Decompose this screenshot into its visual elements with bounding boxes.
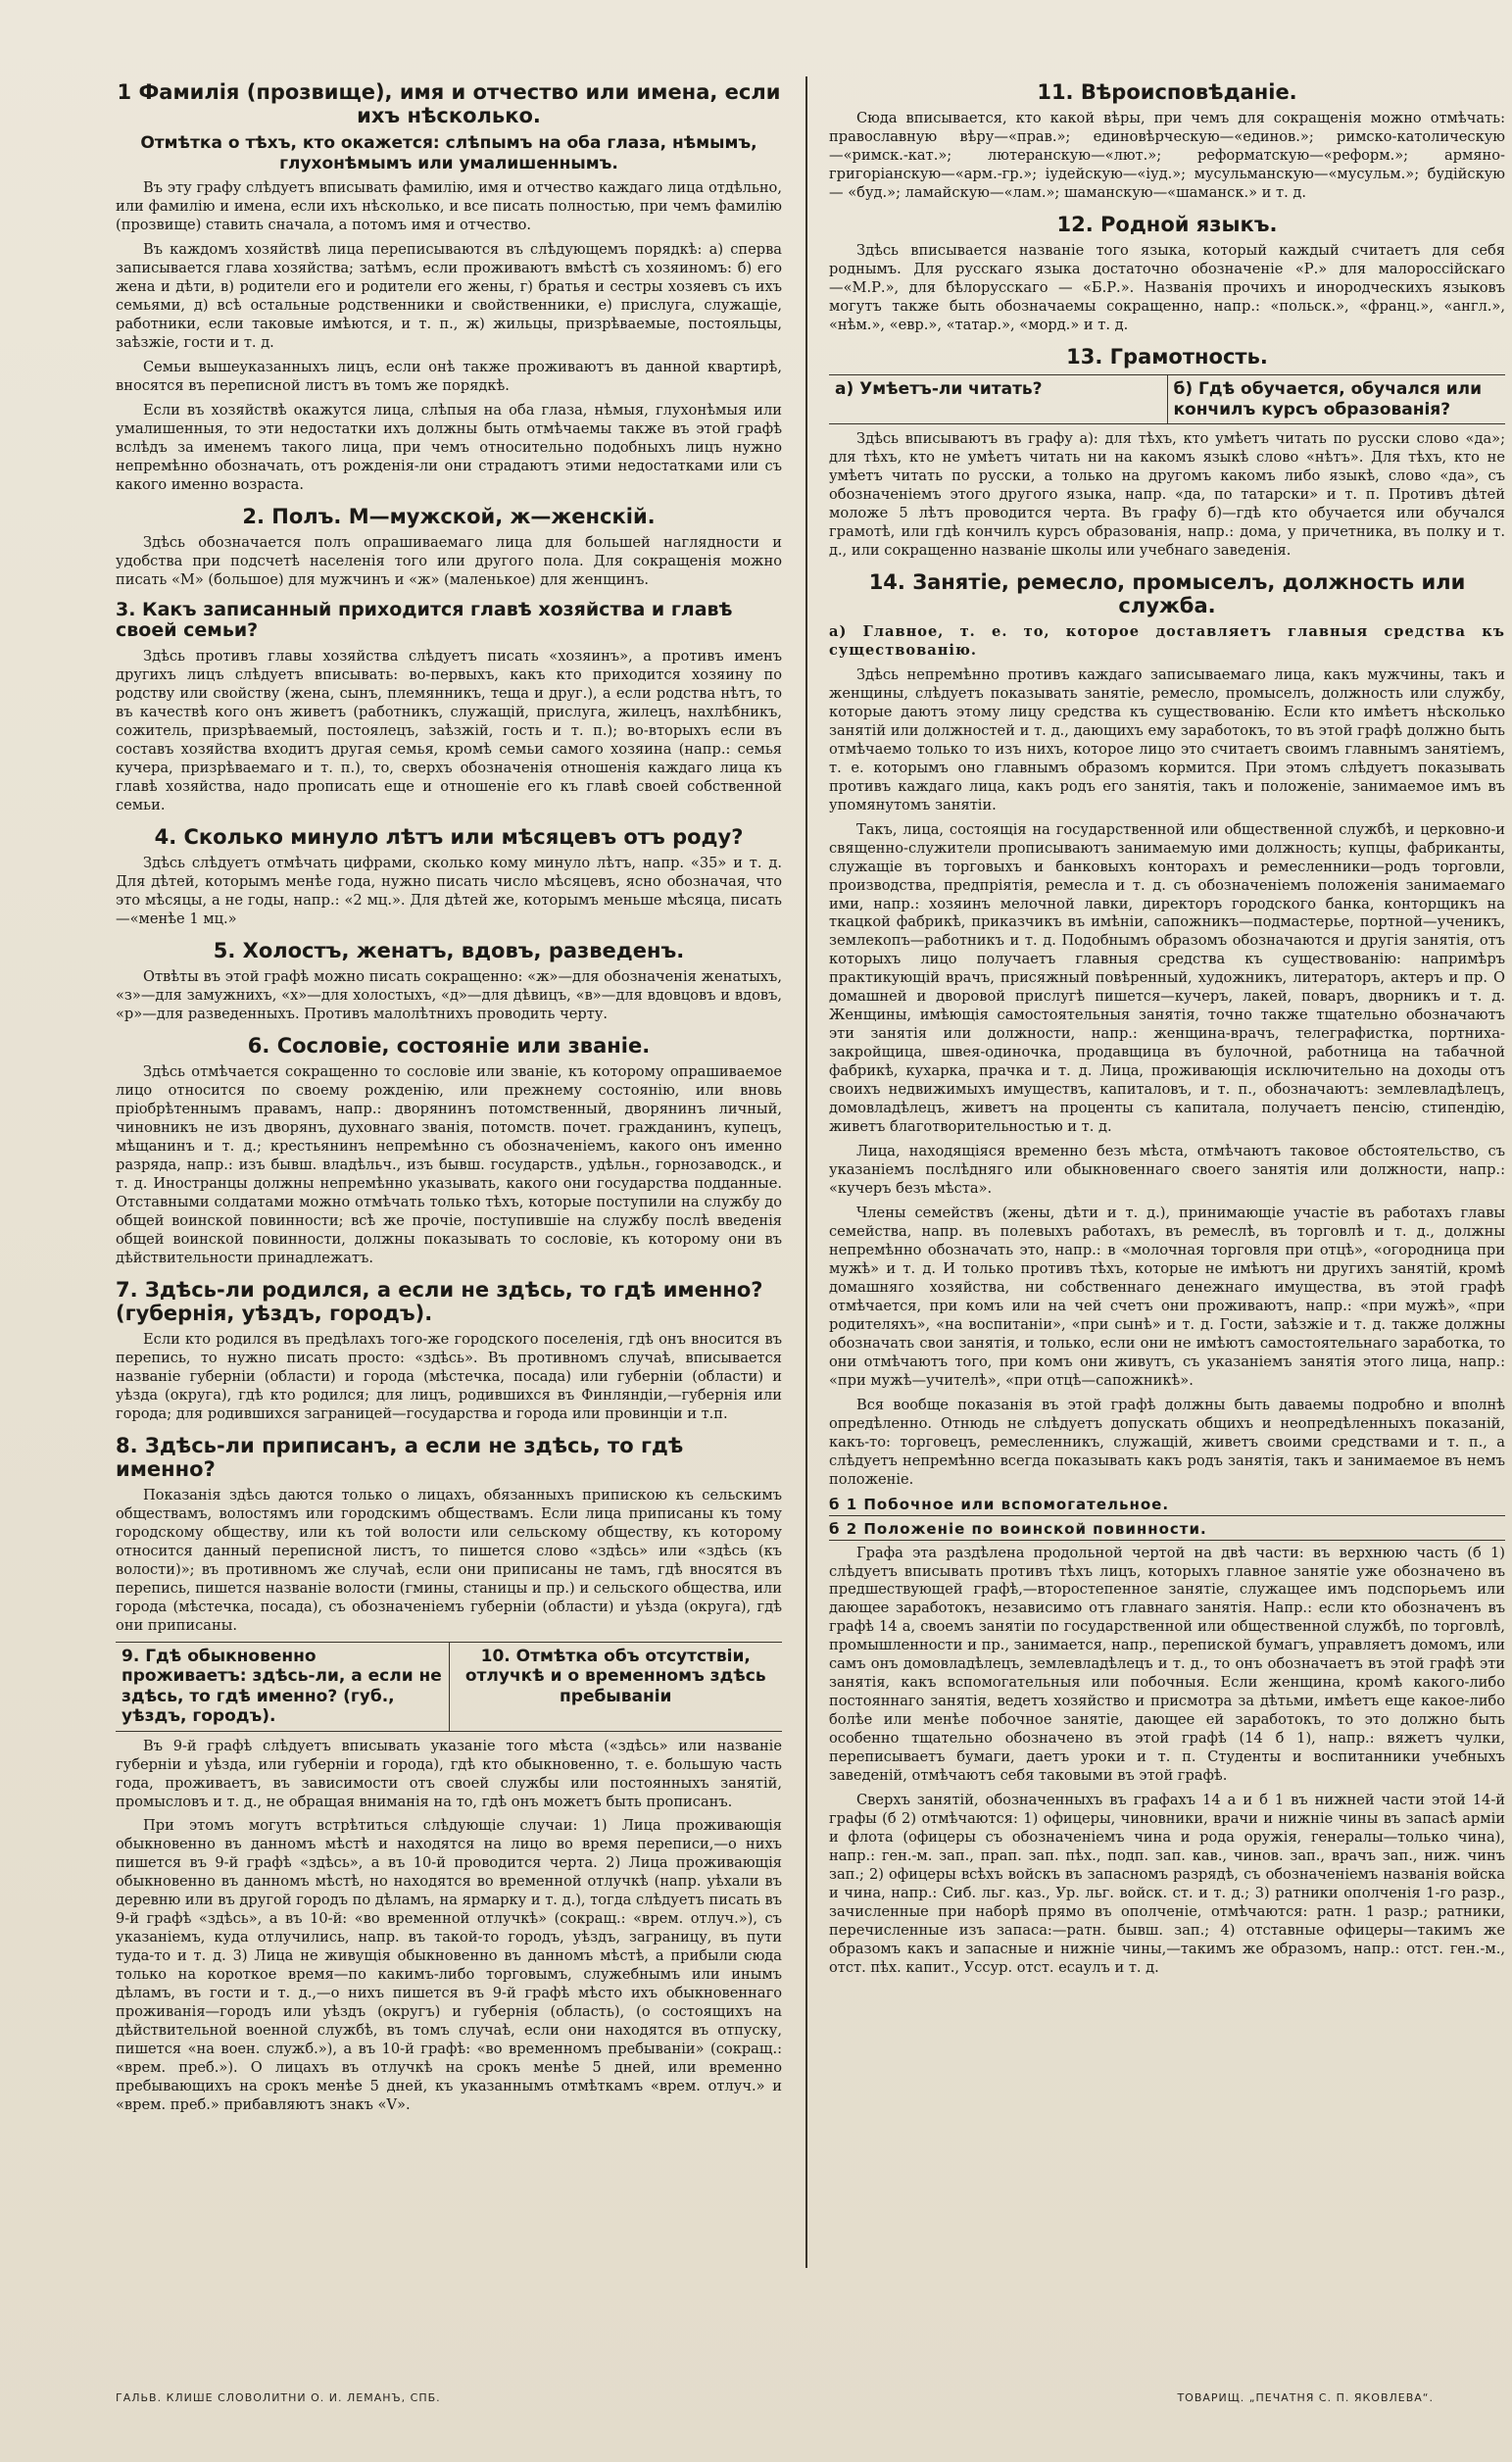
- section-14b2-heading: б 2 Положеніе по воинской повинности.: [829, 1520, 1505, 1541]
- section-9-10-header: [116, 1642, 782, 1732]
- section-12-heading: 12. Родной языкъ.: [1056, 212, 1278, 236]
- paragraph: Если кто родился въ предѣлахъ того-же городского поселенія, гдѣ онъ вносится въ перепись, то нужно писать просто: «здѣсь». Въ противномъ случаѣ, вписывается названіе губерніи (области) и города (мѣстечка, посада) или губерніи (области) и уѣзда (округа), гдѣ кто родился; для лицъ, родившихся въ Финляндіи,—губернія или города; для родившихся заграницей—государства и города или провинціи и т.п.: [116, 1331, 782, 1423]
- section-7-heading: 7. Здѣсь-ли родился, а если не здѣсь, то гдѣ именно? (губернія, уѣздъ, городъ).: [116, 1277, 763, 1326]
- printer-credit-left: ГАЛЬВ. КЛИШЕ СЛОВОЛИТНИ О. И. ЛЕМАНЪ, СПБ.: [116, 2391, 441, 2404]
- section-10-heading: 10. Отмѣтка объ отсутствіи, отлучкѣ и о временномъ здѣсь пребываніи: [449, 1643, 783, 1731]
- paragraph: Сверхъ занятій, обозначенныхъ въ графахъ 14 а и б 1 въ нижней части этой 14-й графы (б 2) отмѣчаются: 1) офицеры, чиновники, врачи и нижніе чины въ запасѣ арміи и флота (офицеры съ обозначеніемъ чина и рода оружія, генералы—только чина), напр.: ген.-м. зап., прап. зап. пѣх., подп. зап. кав., чинов. зап., врачъ зап., ниж. чинъ зап.; 2) офицеры всѣхъ войскъ въ запасномъ разрядѣ, съ обозначеніемъ названія войска и чина, напр.: Сиб. льг. каз., Ур. льг. войск. ст. и т. д.; 3) ратники ополченія 1-го разр., зачисленные при наборѣ прямо въ ополченіе, отмѣчаются: ратн. 1 разр.; ратники, перечисленные изъ запаса:—ратн. бывш. зап.; 4) отставные офицеры—такимъ же образомъ какъ и запасные и нижніе чины,—такимъ же образомъ, напр.: отст. ген.-м., отст. пѣх. капит., Уссур. отст. есаулъ и т. д.: [829, 1792, 1505, 1976]
- section-1-subheading: Отмѣтка о тѣхъ, кто окажется: слѣпымъ на оба глаза, нѣмымъ, глухонѣмымъ или умалишеннымъ.: [140, 133, 757, 173]
- section-9-heading: 9. Гдѣ обыкновенно проживаетъ: здѣсь-ли, а если не здѣсь, то гдѣ именно? (губ., уѣздъ, городъ).: [122, 1647, 442, 1727]
- section-14-heading: 14. Занятіе, ремесло, промыселъ, должность или служба.: [868, 569, 1466, 617]
- right-column: [829, 71, 1505, 2339]
- section-13-heading: 13. Грамотность.: [1066, 344, 1268, 369]
- paragraph: Здѣсь вписываютъ въ графу а): для тѣхъ, кто умѣетъ читать по русски слово «да»; для тѣхъ, кто не умѣетъ читать ни на какомъ языкѣ слово «нѣтъ». Для тѣхъ, кто не умѣетъ читать по русски, а только на другомъ какомъ либо языкѣ, слово «да», съ обозначеніемъ этого другого языка, напр. «да, по татарски» и т. п. Противъ дѣтей моложе 5 лѣтъ проводится черта. Въ графу б)—гдѣ кто обучается или обучался грамотѣ, или гдѣ кончилъ курсъ образованія, напр.: дома, у причетника, въ полку и т. д., или сокращенно названіе школы или учебнаго заведенія.: [829, 429, 1505, 559]
- paragraph: При этомъ могутъ встрѣтиться слѣдующіе случаи: 1) Лица проживающія обыкновенно въ данномъ мѣстѣ и находятся на лицо во время переписи,—о нихъ пишется въ 9-й графѣ «здѣсь», а въ 10-й проводится черта. 2) Лица проживающія обыкновенно въ данномъ мѣстѣ, но находятся во временной отлучкѣ (напр. уѣхали въ деревню или въ другой городъ по дѣламъ, на ярмарку и т. д.), тогда слѣдуетъ писать въ 9-й графѣ «здѣсь», а въ 10-й: «во временной отлучкѣ» (сокращ.: «врем. отлуч.»), съ указаніемъ, куда отлучились, напр. въ такой-то городъ, уѣздъ, заграницу, въ пути туда-то и т. д. 3) Лица не живущія обыкновенно въ данномъ мѣстѣ, а прибыли сюда только на короткое время—по какимъ-либо торговымъ, служебнымъ или инымъ дѣламъ, въ гости и т. д.,—о нихъ пишется въ 9-й графѣ мѣсто ихъ обыкновеннаго проживанія—городъ или уѣздъ (округъ) и губернія (область), (о состоящихъ на дѣйствительной военной службѣ, въ томъ случаѣ, если они находятся въ отпуску, пишется «на воен. служб.»), а въ 10-й графѣ: «во временномъ пребываніи» (сокращ.: «врем. преб.»). О лицахъ въ отлучкѣ на срокъ менѣе 5 дней, или временно пребывающихъ на срокъ менѣе 5 дней, къ указаннымъ отмѣткамъ «врем. отлуч.» и «врем. преб.» прибавляютъ знакъ «V».: [116, 1817, 782, 2113]
- section-13b-heading: б) Гдѣ обучается, обучался или кончилъ курсъ образованія?: [1167, 375, 1506, 423]
- paragraph: Въ эту графу слѣдуетъ вписывать фамилію, имя и отчество каждаго лица отдѣльно, или фамилію и имена, если ихъ нѣсколько, и все писать полностью, при чемъ фамилію (прозвище) ставить сначала, а потомъ имя и отчество.: [116, 179, 782, 233]
- paragraph: Семьи вышеуказанныхъ лицъ, если онѣ также проживаютъ въ данной квартирѣ, вносятся въ переписной листъ въ томъ же порядкѣ.: [116, 358, 782, 394]
- paragraph: Сюда вписывается, кто какой вѣры, при чемъ для сокращенія можно отмѣчать: православную вѣру—«прав.»; единовѣрческую—«единов.»; римско-католическую—«римск.-кат.»; лютеранскую—«лют.»; реформатскую—«реформ.»; армяно-григоріанскую—«арм.-гр.»; іудейскую—«іуд.»; мусульманскую—«мусульм.»; будійскую — «буд.»; ламайскую—«лам.»; шаманскую—«шаманск.» и т. д.: [829, 110, 1505, 202]
- section-1-heading: 1 Фамилія (прозвище), имя и отчество или имена, если ихъ нѣсколько.: [117, 80, 781, 128]
- paragraph: Въ 9-й графѣ слѣдуетъ вписывать указаніе того мѣста («здѣсь» или названіе губерніи и уѣзда, или губерніи и города), гдѣ кто обыкновенно, т. е. большую часть года, проживаетъ, въ зависимости отъ своей службы или постоянныхъ занятій, промысловъ и т. д., не обращая вниманія на то, гдѣ онъ можетъ быть прописанъ.: [116, 1737, 782, 1810]
- section-11-heading: 11. Вѣроисповѣданіе.: [1037, 80, 1297, 104]
- paragraph: Такъ, лица, состоящія на государственной или общественной службѣ, и церковно-и священно-служители прописываютъ занимаемую ими должность; купцы, фабриканты, служащіе въ торговыхъ и банковыхъ конторахъ и ремесленники—родъ торговли, производства, предпріятія, ремесла и т. д. съ обозначеніемъ положенія занимаемаго ими, напр.: хозяинъ мелочной лавки, директоръ городского банка, конторщикъ на ткацкой фабрикѣ, приказчикъ въ имѣніи, сапожникъ—подмастерье, портной—ученикъ, землекопъ—работникъ и т. д. Подобнымъ образомъ обозначаются и другія занятія, отъ которыхъ лицо получаетъ главныя средства къ существованію: напримѣръ практикующій врачъ, присяжный повѣренный, художникъ, литераторъ, актеръ и пр. О домашней и дворовой прислугѣ пишется—кучеръ, лакей, поваръ, дворникъ и т. д. Женщины, имѣющія самостоятельныя занятія, точно также тщательно обозначаютъ эти занятія или должности, напр.: женщина-врачъ, телеграфистка, портниха-закройщица, швея-одиночка, продавщица въ булочной, работница на табачной фабрикѣ, кухарка, прачка и т. д. Лица, проживающія исключительно на доходы отъ своихъ недвижимыхъ имуществъ, капиталовъ, и т. п., обозначаютъ: землевладѣлецъ, домовладѣлецъ, живетъ на проценты съ капитала, получаетъ пенсію, стипендію, живетъ благотворительностью и т. д.: [829, 820, 1505, 1136]
- paragraph: Отвѣты въ этой графѣ можно писать сокращенно: «ж»—для обозначенія женатыхъ, «з»—для замужнихъ, «х»—для холостыхъ, «д»—для дѣвицъ, «в»—для вдовцовъ и вдовъ, «р»—для разведенныхъ. Противъ малолѣтнихъ проводить черту.: [116, 968, 782, 1023]
- column-divider: [805, 76, 807, 2268]
- section-6-heading: 6. Сословіе, состояніе или званіе.: [247, 1034, 651, 1059]
- section-14a-heading: а) Главное, т. е. то, которое доставляетъ главныя средства къ существованію.: [829, 622, 1505, 659]
- paragraph: Здѣсь вписывается названіе того языка, который каждый считаетъ для себя роднымъ. Для русскаго языка достаточно обозначеніе «Р.» для малороссійскаго—«М.Р.», для бѣлорусскаго — «Б.Р.». Названія прочихъ и инородческихъ языковъ могутъ также быть обозначаемы сокращенно, напр.: «польск.», «франц.», «англ.», «нѣм.», «евр.», «татар.», «морд.» и т. д.: [829, 242, 1505, 333]
- paragraph: Члены семействъ (жены, дѣти и т. д.), принимающіе участіе въ работахъ главы семейства, напр. въ полевыхъ работахъ, въ ремеслѣ, въ торговлѣ и т. д., должны непремѣнно обозначать это, напр.: в «молочная торговля при отцѣ», «огородница при мужѣ» и т. д. И только противъ тѣхъ, которые не имѣютъ ни другихъ занятій, кромѣ домашняго хозяйства, ни собственнаго денежнаго имущества, въ этой графѣ отмѣчается, при комъ или на чей счетъ они проживаютъ, напр.: «при мужѣ», «при родителяхъ», «на воспитаніи», «при сынѣ» и т. д. Гости, заѣзжіе и т. д. также должны обозначать свои занятія, и только, если они не имѣютъ самостоятельнаго заработка, то они отмѣчаютъ того, при комъ они живутъ, съ указаніемъ занятія этого лица, напр.: «при мужѣ—учителѣ», «при отцѣ—сапожникѣ».: [829, 1205, 1505, 1389]
- left-column: [116, 71, 782, 2339]
- paragraph: Здѣсь непремѣнно противъ каждаго записываемаго лица, какъ мужчины, такъ и женщины, слѣдуетъ показывать занятіе, ремесло, промыселъ, должность или службу, которые даютъ этому лицу средства къ существованію. Если кто имѣетъ нѣсколько занятій или должностей и т. д., дающихъ ему заработокъ, то въ этой графѣ должно быть отмѣчаемо только то изъ нихъ, которое лицо это считаетъ своимъ главнымъ занятіемъ, т. е. которымъ оно главнымъ образомъ кормится. При этомъ слѣдуетъ показывать противъ каждаго лица, какъ родъ его занятія, такъ и положеніе, занимаемое имъ въ упомянутомъ занятіи.: [829, 665, 1505, 813]
- paragraph: Показанія здѣсь даются только о лицахъ, обязанныхъ припискою къ сельскимъ обществамъ, волостямъ или городскимъ обществамъ. Если лица приписаны къ тому городскому обществу, или къ той волости или сельскому обществу, къ которому относится данный переписной листъ, то пишется слово «здѣсь» или «здѣсь (къ волости)»; въ противномъ же случаѣ, если они приписаны не тамъ, гдѣ вносятся въ перепись, пишется названіе волости (гмины, станицы и пр.) и сельского общества, или города (мѣстечка, посада), съ обозначеніемъ губерніи (области) и уѣзда (округа), гдѣ они приписаны.: [116, 1487, 782, 1635]
- paragraph: Вся вообще показанія въ этой графѣ должны быть даваемы подробно и вполнѣ опредѣленно. Отнюдь не слѣдуетъ допускать общихъ и неопредѣленныхъ показаній, какъ-то: торговецъ, ремесленникъ, служащій, живетъ своими средствами и т. п., а слѣдуетъ непремѣнно всегда показывать какъ родъ занятія, такъ и занимаемое въ немъ положеніе.: [829, 1396, 1505, 1488]
- paragraph: Графа эта раздѣлена продольной чертой на двѣ части: въ верхнюю часть (б 1) слѣдуетъ вписывать противъ тѣхъ лицъ, которыхъ главное занятіе уже обозначено въ предшествующей графѣ,—второстепенное занятіе, служащее имъ подспорьемъ или дающее заработокъ, независимо отъ главнаго занятія. Напр.: если кто обозначенъ въ графѣ 14 а, своемъ занятіи по государственной или общественной службѣ, по торговлѣ, промышленности и пр., занимается, напр., перепиской бумагъ, управляетъ домомъ, или самъ онъ домовладѣлецъ, землевладѣлецъ и т. д., то онъ обозначаетъ въ этой графѣ эти занятія, какъ вспомогательныя или побочныя. Если женщина, кромѣ какого-либо постояннаго занятія, ведетъ хозяйство и присмотра за дѣтьми, имѣетъ еще какое-либо болѣе или менѣе побочное занятіе, дающее ей заработокъ, то это должно быть особенно тщательно обозначено въ этой графѣ (14 б 1), напр.: вяжетъ чулки, переписываетъ бумаги, даетъ уроки и т. п. Студенты и воспитанники учебныхъ заведеній, отмѣчаютъ себя таковыми въ этой графѣ.: [829, 1544, 1505, 1785]
- paragraph: Если въ хозяйствѣ окажутся лица, слѣпыя на оба глаза, нѣмыя, глухонѣмыя или умалишенныя, то эти недостатки ихъ должны быть отмѣчаемы также въ этой графѣ вслѣдъ за именемъ такого лица, при чемъ относительно подобныхъ лицъ нужно непремѣнно обозначать, отъ рожденія-ли они страдаютъ этими недостатками или съ какого именно возраста.: [116, 401, 782, 493]
- paragraph: Здѣсь отмѣчается сокращенно то сословіе или званіе, къ которому опрашиваемое лицо относится по своему рожденію, или прежнему состоянію, или вновь пріобрѣтеннымъ правамъ, напр.: дворянинъ потомственный, дворянинъ личный, чиновникъ не изъ дворянъ, духовнаго званія, потомств. почет. гражданинъ, купецъ, мѣщанинъ и т. д.; крестьянинъ непремѣнно съ обозначеніемъ, какого онъ именно разряда, напр.: изъ бывш. владѣльч., изъ бывш. государств., удѣльн., горнозаводск., и т. д. Иностранцы должны непремѣнно указывать, какого они государства подданные. Отставными солдатами можно отмѣчать только тѣхъ, которые поступили на службу до общей воинской повинности; всѣ же прочіе, поступившіе на службу послѣ введенія общей воинской повинности, должны показывать то сословіе, къ которому они въ дѣйствительности принадлежатъ.: [116, 1063, 782, 1266]
- printer-credit-right: ТОВАРИЩ. „ПЕЧАТНЯ С. П. ЯКОВЛЕВА“.: [1177, 2391, 1434, 2404]
- section-4-heading: 4. Сколько минуло лѣтъ или мѣсяцевъ отъ роду?: [154, 825, 744, 850]
- paragraph: Здѣсь слѣдуетъ отмѣчать цифрами, сколько кому минуло лѣтъ, напр. «35» и т. д. Для дѣтей, которымъ менѣе года, нужно писать число мѣсяцевъ, ясно обозначая, что это мѣсяцы, а не годы, напр.: «2 мц.». Для дѣтей же, которымъ меньше мѣсяца, писать—«менѣе 1 мц.»: [116, 855, 782, 928]
- section-3-heading: 3. Какъ записанный приходится главѣ хозяйства и главѣ своей семьи?: [116, 598, 733, 642]
- paragraph: Здѣсь обозначается полъ опрашиваемаго лица для большей наглядности и удобства при подсчетѣ населенія того или другого пола. Для сокращенія можно писать «М» (большое) для мужчинъ и «ж» (маленькое) для женщинъ.: [116, 533, 782, 588]
- paragraph: Здѣсь противъ главы хозяйства слѣдуетъ писать «хозяинъ», а противъ именъ другихъ лицъ слѣдуетъ вписывать: во-первыхъ, какъ кто приходится хозяину по родству или свойству (жена, сынъ, племянникъ, теща и друг.), а если родства нѣтъ, то въ качествѣ кого онъ живетъ (работникъ, служащій, прислуга, жилецъ, нахлѣбникъ, сожитель, призрѣваемый, постоялецъ, заѣзжій, гость и т. п.); во-вторыхъ если въ составъ хозяйства входитъ другая семья, кромѣ семьи самого хозяина (напр.: семья кучера, призрѣваемаго и т. п.), то, сверхъ обозначенія отношенія каждаго лица къ главѣ хозяйства, надо прописать еще и отношеніе его къ главѣ своей собственной семьи.: [116, 648, 782, 814]
- section-5-heading: 5. Холостъ, женатъ, вдовъ, разведенъ.: [213, 939, 685, 963]
- section-14b1-heading: б 1 Побочное или вспомогательное.: [829, 1496, 1505, 1516]
- paragraph: Въ каждомъ хозяйствѣ лица переписываются въ слѣдующемъ порядкѣ: а) сперва записывается глава хозяйства; затѣмъ, если проживаютъ вмѣстѣ съ хозяиномъ: б) его жена и дѣти, в) родители его и родители его жены, г) братья и сестры хозяевъ съ ихъ семьями, д) всѣ остальные родственники и свойственники, е) прислуга, служащіе, работники, если таковые имѣются, и т. п., ж) жильцы, призрѣваемые, постояльцы, заѣзжіе, гости и т. д.: [116, 240, 782, 351]
- section-13-subheader: [829, 374, 1505, 424]
- section-8-heading: 8. Здѣсь-ли приписанъ, а если не здѣсь, то гдѣ именно?: [116, 1434, 684, 1482]
- paragraph: Лица, находящіяся временно безъ мѣста, отмѣчаютъ таковое обстоятельство, съ указаніемъ послѣдняго или обыкновеннаго своего занятія или должности, напр.: «кучеръ безъ мѣста».: [829, 1143, 1505, 1198]
- section-2-heading: 2. Полъ. М—мужской, ж—женскій.: [242, 504, 656, 528]
- section-13a-heading: а) Умѣетъ-ли читать?: [835, 379, 1043, 400]
